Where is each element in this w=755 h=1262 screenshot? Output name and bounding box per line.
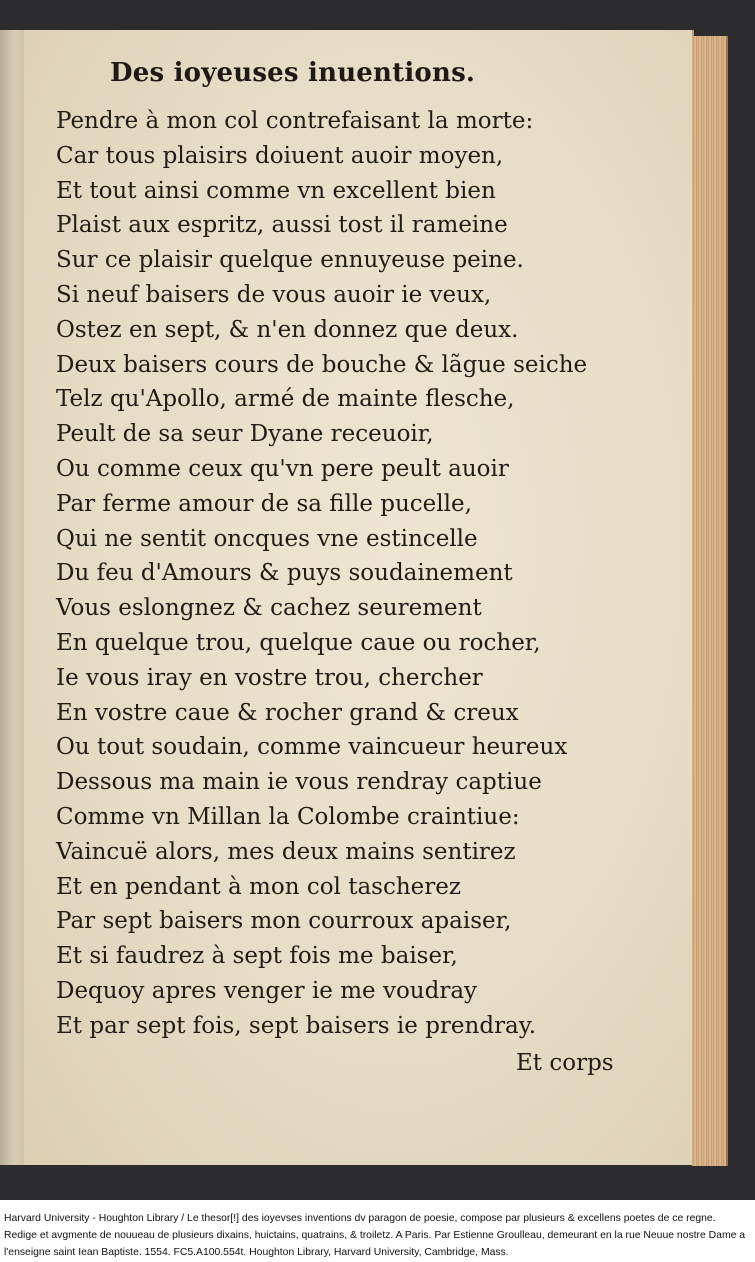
verse-line: Et par sept fois, sept baisers ie prendray. [56,1012,537,1039]
verse-line: Ostez en sept, & n'en donnez que deux. [56,316,519,343]
verse-line: Plaist aux espritz, aussi tost il rameine [56,212,508,239]
verse-line: Dessous ma main ie vous rendray captiue [56,769,542,796]
library-credit-caption: Harvard University - Houghton Library / Le thesor[!] des ioyevses inventions dv paragon de poesie, compose par plusieurs & excellens poetes de ce regne. Redige et avgmente de nouueau de plusieurs dixains, huictains, quatrains, & troiletz. A Paris. Par Estienne Groulleau, demeurant en la rue Neuue nostre Dame a l'enseigne saint Iean Baptiste. 1554. FC5.A100.554t. Houghton Library, Harvard University, Cambridge, Mass. [4,1213,746,1258]
page-block-edges [692,36,728,1166]
verse-line: Et tout ainsi comme vn excellent bien [56,177,496,204]
verse-line: Dequoy apres venger ie me voudray [56,977,478,1004]
verse-line: Ou comme ceux qu'vn pere peult auoir [56,455,509,482]
verse-line: Deux baisers cours de bouche & lãgue seiche [56,351,588,378]
verse-line: Pendre à mon col contrefaisant la morte: [56,108,534,134]
verse-text [56,104,587,1044]
verse-line: Par sept baisers mon courroux apaiser, [56,908,512,935]
verse-line: Car tous plaisirs doiuent auoir moyen, [56,142,504,169]
verse-line: Sur ce plaisir quelque ennuyeuse peine. [56,247,524,274]
verse-line: En vostre caue & rocher grand & creux [56,699,519,726]
verse-line: Telz qu'Apollo, armé de mainte flesche, [56,386,515,413]
verse-line: Par ferme amour de sa fille pucelle, [56,490,472,517]
facing-page-edge [0,30,24,1165]
verse-line: Comme vn Millan la Colombe craintiue: [56,803,520,830]
verse-line: Ou tout soudain, comme vaincueur heureux [56,734,568,761]
verse-line: Et en pendant à mon col tascherez [56,873,462,900]
verse-line: Qui ne sentit oncques vne estincelle [56,525,478,552]
verse-line: Ie vous iray en vostre trou, chercher [56,664,483,691]
verse-line: En quelque trou, quelque caue ou rocher, [56,629,541,656]
verse-line: Peult de sa seur Dyane receuoir, [56,421,434,448]
verse-line: Vaincuë alors, mes deux mains sentirez [56,838,516,865]
verse-line: Du feu d'Amours & puys soudainement [56,560,513,587]
running-head: Des ioyeuses inuentions. [110,58,476,88]
verse-line: Vous eslongnez & cachez seurement [56,595,482,622]
verse-line: Et si faudrez à sept fois me baiser, [56,943,458,970]
catchword: Et corps [516,1050,614,1076]
verse-line: Si neuf baisers de vous auoir ie veux, [56,281,492,308]
